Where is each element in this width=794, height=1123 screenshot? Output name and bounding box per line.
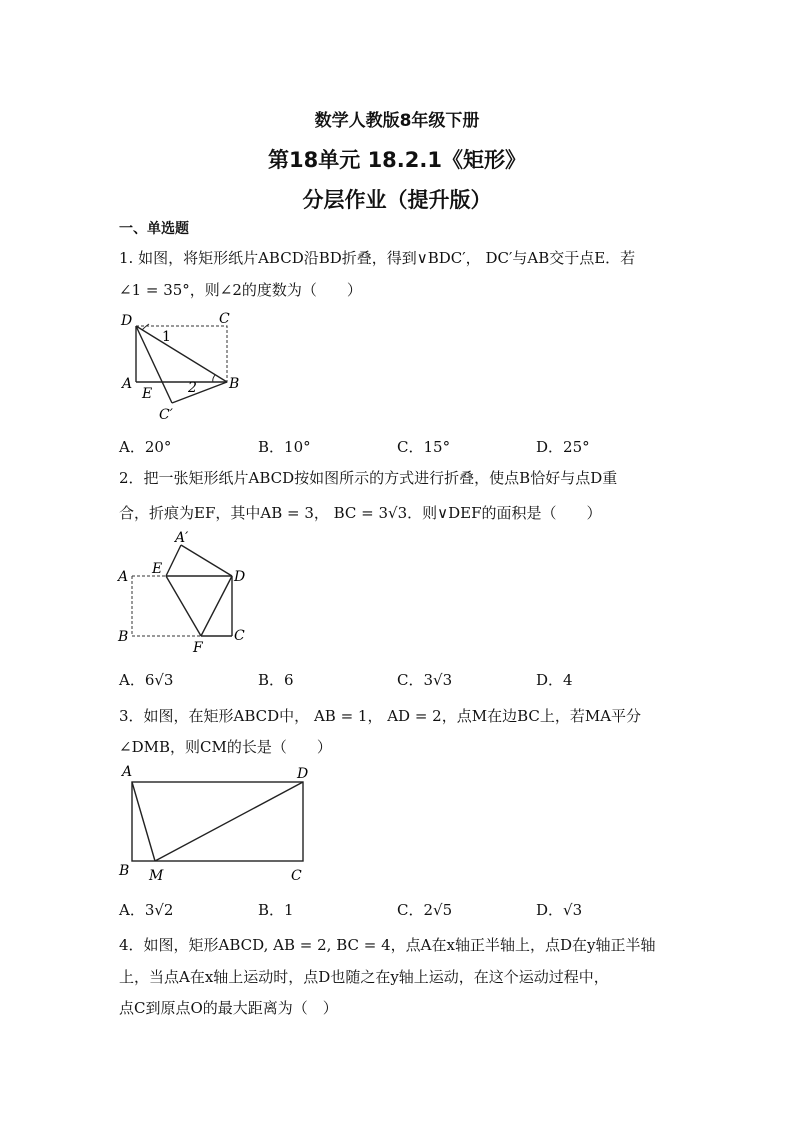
q2-label-e: E xyxy=(152,561,163,577)
q1-label-a: A xyxy=(122,376,133,392)
q3-option-d[interactable]: D．√3 xyxy=(536,901,583,919)
q1-text-line1: 1. 如图，将矩形纸片ABCD沿BD折叠，得到∨BDC′， DC′与AB交于点E．若 xyxy=(119,249,636,267)
q3-option-b[interactable]: B．1 xyxy=(258,901,294,919)
q3-option-a[interactable]: A．3√2 xyxy=(119,901,174,919)
q1-fold-c2b xyxy=(172,382,227,403)
textbook-title: 数学人教版8年级下册 xyxy=(314,111,480,131)
q2-label-b: B xyxy=(118,629,129,645)
q2-option-b[interactable]: B．6 xyxy=(258,671,294,689)
q2-text-line2: 合，折痕为EF，其中AB = 3， BC = 3√3．则∨DEF的面积是（ ） xyxy=(119,504,602,522)
q4-text-line1: 4．如图，矩形ABCD, AB = 2, BC = 4，点A在x轴正半轴上，点D在y轴正半轴 xyxy=(119,936,656,954)
q2-option-a[interactable]: A．6√3 xyxy=(119,671,174,689)
q2-label-a-prime: A′ xyxy=(175,530,189,546)
q2-side-a2d xyxy=(181,545,232,576)
q1-label-e: E xyxy=(142,386,153,402)
q3-label-d: D xyxy=(297,766,309,782)
q4-text-line3: 点C到原点O的最大距离为（ ） xyxy=(119,999,338,1017)
q1-label-c: C xyxy=(219,311,230,327)
q2-label-c: C xyxy=(234,628,245,644)
q2-crease-ef xyxy=(166,576,201,636)
q3-option-c[interactable]: C．2√5 xyxy=(397,901,453,919)
q1-option-a[interactable]: A．20° xyxy=(119,438,172,456)
q2-label-f: F xyxy=(193,640,203,656)
q2-side-ea2 xyxy=(166,545,181,576)
q2-label-a: A xyxy=(118,569,129,585)
q2-label-d: D xyxy=(234,569,246,585)
q1-label-d: D xyxy=(121,313,133,329)
q2-option-d[interactable]: D．4 xyxy=(536,671,573,689)
q3-label-b: B xyxy=(119,863,130,879)
q1-label-angle1: 1 xyxy=(162,329,171,345)
q3-label-a: A xyxy=(122,764,133,780)
q1-angle1-arc xyxy=(142,324,149,330)
q1-option-c[interactable]: C．15° xyxy=(397,438,451,456)
q1-angle2-arc xyxy=(213,375,215,382)
unit-title: 第18单元 18.2.1《矩形》 xyxy=(268,148,526,172)
q1-label-b: B xyxy=(229,376,240,392)
q3-rectangle-abcd xyxy=(132,782,303,861)
q2-side-df xyxy=(201,576,232,636)
q1-figure xyxy=(115,308,255,426)
q3-segment-am xyxy=(132,782,155,861)
q2-option-c[interactable]: C．3√3 xyxy=(397,671,453,689)
q3-text-line2: ∠DMB，则CM的长是（ ） xyxy=(119,738,332,756)
q1-option-b[interactable]: B．10° xyxy=(258,438,311,456)
q2-text-line1: 2．把一张矩形纸片ABCD按如图所示的方式进行折叠，使点B恰好与点D重 xyxy=(119,469,618,487)
q1-option-d[interactable]: D．25° xyxy=(536,438,590,456)
q3-text-line1: 3．如图，在矩形ABCD中， AB = 1， AD = 2，点M在边BC上，若MA平分 xyxy=(119,707,642,725)
q4-text-line2: 上，当点A在x轴上运动时，点D也随之在y轴上运动，在这个运动过程中， xyxy=(119,968,609,986)
q3-segment-md xyxy=(155,782,303,861)
q1-label-c-prime: C′ xyxy=(159,407,173,423)
q1-label-angle2: 2 xyxy=(188,380,197,396)
worksheet-title: 分层作业（提升版） xyxy=(302,188,492,212)
q3-label-m: M xyxy=(149,868,164,884)
q3-figure xyxy=(115,760,320,886)
q1-text-line2: ∠1 = 35°，则∠2的度数为（ ） xyxy=(119,281,362,299)
q3-label-c: C xyxy=(291,868,302,884)
q2-figure xyxy=(115,530,255,656)
section-heading: 一、单选题 xyxy=(119,221,189,237)
